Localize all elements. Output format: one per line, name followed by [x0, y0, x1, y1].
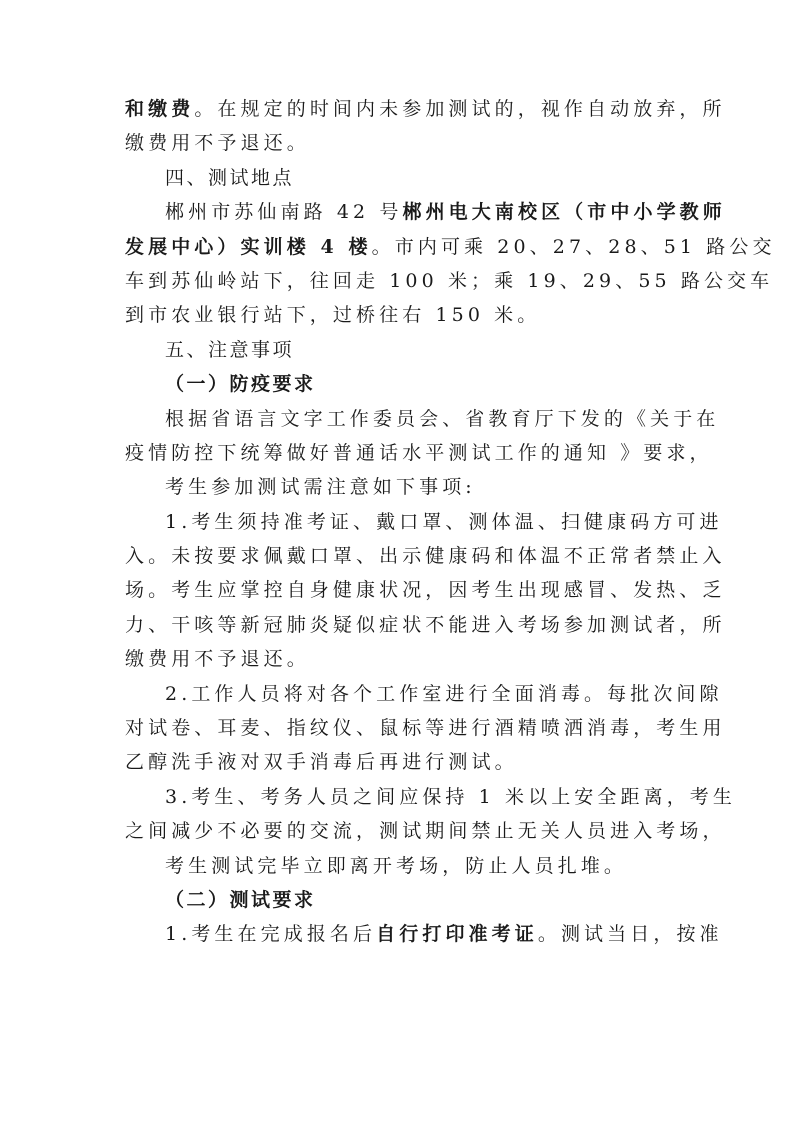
text-line: [125, 780, 736, 814]
text-run: 车到苏仙岭站下，往回走 100 米；乘 19、29、55 路公交车: [125, 269, 774, 292]
text-run: 乙醇洗手液对双手消毒后再进行测试。: [125, 751, 518, 774]
text-run: 力、干咳等新冠肺炎疑似症状不能进入考场参加测试者，所: [125, 613, 726, 636]
text-run: 2.工作人员将对各个工作室进行全面消毒。每批次间隙: [165, 682, 723, 705]
text-run: 到市农业银行站下，过桥往右 150 米。: [125, 304, 541, 327]
text-line: [125, 745, 681, 779]
text-run: 场。考生应掌控自身健康状况，因考生出现感冒、发热、乏: [125, 579, 726, 602]
text-run: 缴费用不予退还。: [125, 132, 310, 155]
text-line: [125, 195, 726, 229]
text-run: 3.考生、考务人员之间应保持 1 米以上安全距离，考生: [165, 785, 736, 808]
text-line: [125, 711, 726, 745]
text-line: [125, 814, 726, 848]
text-line: [125, 92, 726, 126]
text-line: [125, 505, 723, 539]
text-line: [125, 264, 774, 298]
text-run: 五、注意事项: [165, 338, 295, 361]
text-run: 疫情防控下统筹做好普通话水平测试工作的通知 》要求，: [125, 441, 713, 464]
text-line: [125, 367, 681, 401]
text-line: [125, 230, 776, 264]
text-run: 。市内可乘 20、27、28、51 路公交: [371, 235, 776, 258]
text-run: 考生测试完毕立即离开考场，防止人员扎堆。: [165, 854, 628, 877]
text-line: [125, 608, 726, 642]
text-run: 。测试当日，按准: [537, 923, 723, 946]
text-run: 对试卷、耳麦、指纹仪、鼠标等进行酒精喷洒消毒，考生用: [125, 717, 726, 740]
text-line: [125, 298, 681, 332]
text-line: [125, 849, 681, 883]
text-run: 1.考生须持准考证、戴口罩、测体温、扫健康码方可进: [165, 510, 723, 533]
bold-text: 郴州电大南校区（市中小学教师: [402, 201, 726, 224]
text-line: [125, 642, 681, 676]
text-run: 四、测试地点: [165, 166, 295, 189]
text-line: [125, 402, 720, 436]
text-line: [125, 126, 681, 160]
bold-text: 和缴费: [125, 98, 195, 120]
text-run: 之间减少不必要的交流，测试期间禁止无关人员进入考场，: [125, 820, 726, 843]
text-run: （二）测试要求: [165, 888, 316, 911]
text-line: [125, 883, 681, 917]
text-line: [125, 917, 723, 951]
document-page: [125, 92, 776, 952]
text-run: 根据省语言文字工作委员会、省教育厅下发的《关于在: [165, 407, 720, 430]
text-line: [125, 436, 713, 470]
text-run: 考生参加测试需注意如下事项:: [165, 476, 476, 499]
text-run: （一）防疫要求: [165, 373, 316, 396]
text-line: [125, 470, 681, 504]
text-run: 入。未按要求佩戴口罩、出示健康码和体温不正常者禁止入: [125, 545, 726, 568]
text-run: 1.考生在完成报名后: [165, 923, 377, 946]
text-run: 缴费用不予退还。: [125, 648, 310, 671]
text-line: [125, 539, 726, 573]
text-run: 。在规定的时间内未参加测试的，视作自动放弃，所: [194, 98, 726, 120]
text-run: 郴州市苏仙南路 42 号: [165, 201, 403, 224]
text-line: [125, 333, 681, 367]
text-line: [125, 161, 681, 195]
text-line: [125, 677, 723, 711]
bold-text: 自行打印准考证: [376, 923, 538, 946]
text-line: [125, 573, 726, 607]
bold-text: 发展中心）实训楼 4 楼: [125, 235, 372, 258]
